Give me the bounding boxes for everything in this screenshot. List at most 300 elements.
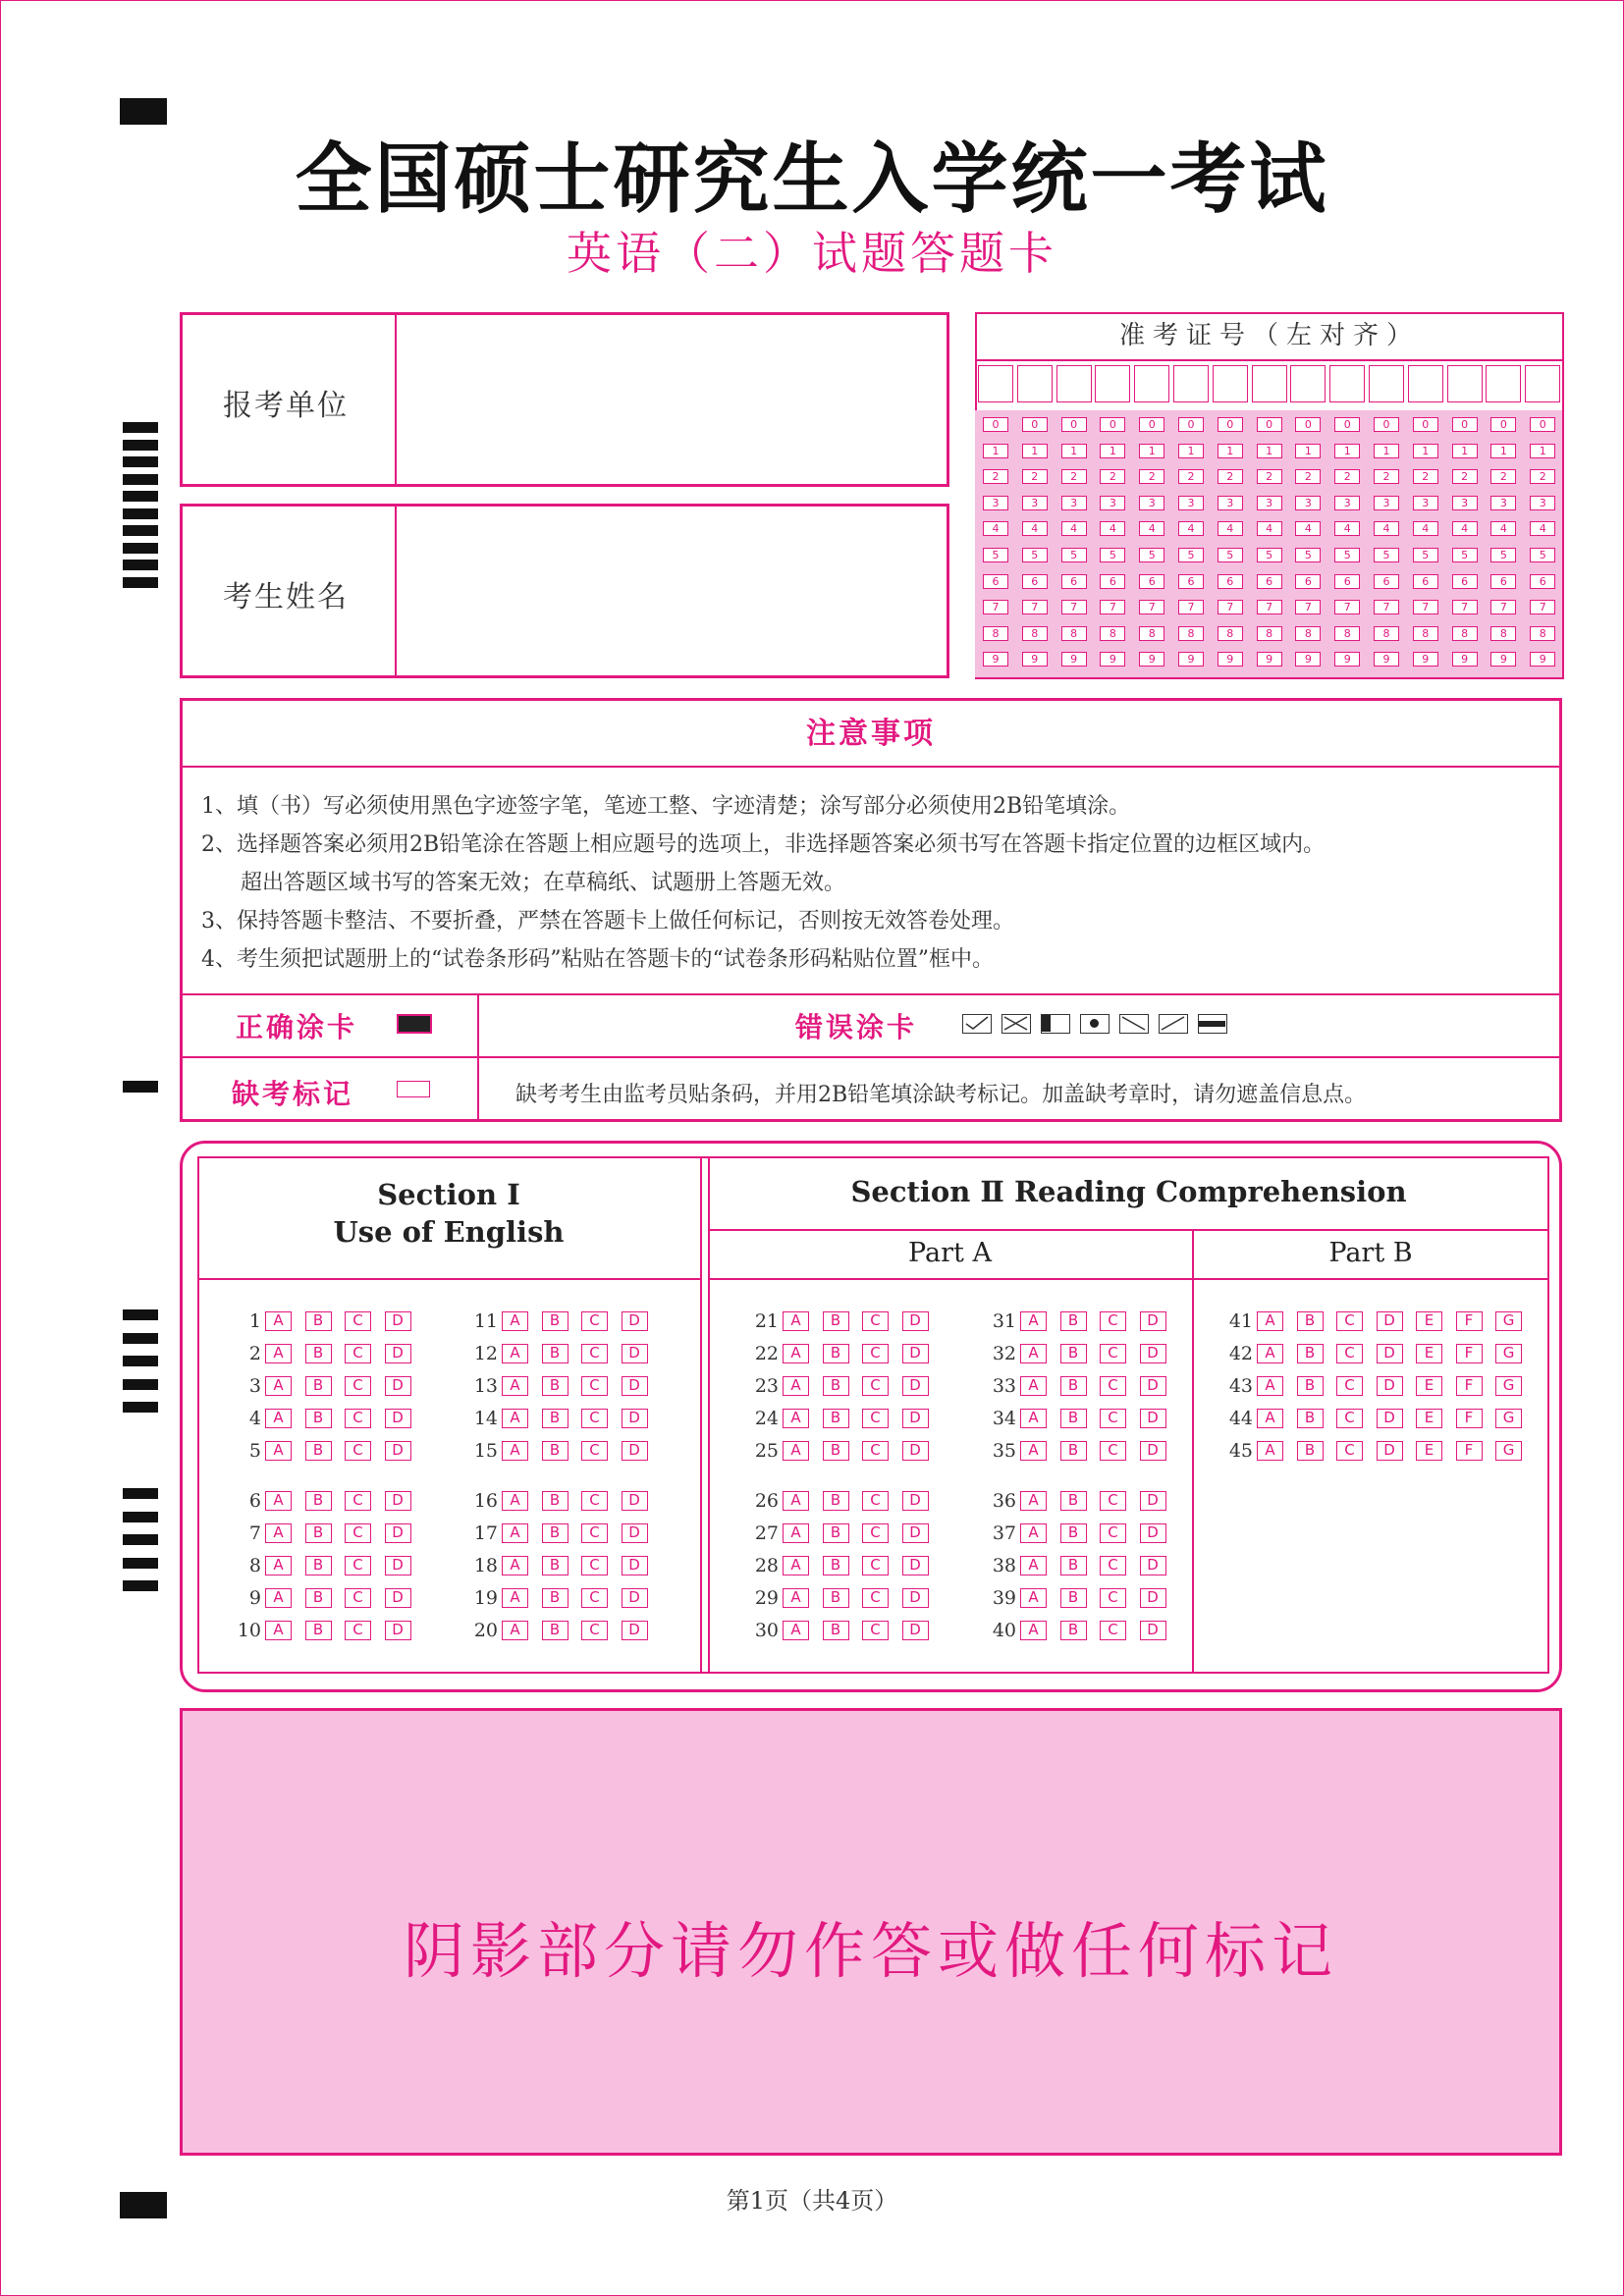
admission-digit-bubble[interactable]: 2 — [1139, 469, 1164, 484]
answer-option-bubble[interactable]: A — [1020, 1523, 1047, 1543]
answer-option-bubble[interactable]: C — [345, 1376, 371, 1396]
admission-digit-bubble[interactable]: 7 — [1374, 600, 1399, 614]
answer-option-bubble[interactable]: D — [622, 1344, 648, 1363]
answer-option-bubble[interactable]: A — [1020, 1491, 1047, 1511]
admission-digit-bubble[interactable]: 7 — [1490, 600, 1516, 614]
answer-option-bubble[interactable]: B — [823, 1376, 849, 1396]
admission-digit-bubble[interactable]: 9 — [1061, 652, 1087, 667]
admission-digit-bubble[interactable]: 6 — [1334, 574, 1360, 589]
admission-digit-bubble[interactable]: 2 — [1490, 469, 1516, 484]
answer-option-bubble[interactable]: B — [542, 1344, 568, 1363]
answer-option-bubble[interactable]: A — [1257, 1441, 1283, 1461]
answer-option-bubble[interactable]: D — [902, 1491, 929, 1511]
answer-option-bubble[interactable]: C — [345, 1344, 371, 1363]
admission-digit-bubble[interactable]: 5 — [1452, 548, 1478, 562]
admission-digit-bubble[interactable]: 1 — [983, 444, 1008, 458]
answer-option-bubble[interactable]: D — [902, 1523, 929, 1543]
answer-option-bubble[interactable]: C — [1100, 1441, 1126, 1461]
admission-digit-bubble[interactable]: 3 — [1139, 496, 1164, 510]
answer-option-bubble[interactable]: B — [1297, 1311, 1324, 1331]
admission-digit-bubble[interactable]: 2 — [1022, 469, 1048, 484]
admission-digit-bubble[interactable]: 5 — [1490, 548, 1516, 562]
admission-digit-bubble[interactable]: 1 — [1490, 444, 1516, 458]
answer-option-bubble[interactable]: A — [1020, 1441, 1047, 1461]
answer-option-bubble[interactable]: G — [1495, 1311, 1522, 1331]
answer-option-bubble[interactable]: D — [902, 1344, 929, 1363]
admission-digit-bubble[interactable]: 0 — [1413, 417, 1438, 432]
answer-option-bubble[interactable]: B — [305, 1344, 332, 1363]
answer-option-bubble[interactable]: C — [1100, 1556, 1126, 1575]
admission-digit-bubble[interactable]: 8 — [1139, 626, 1164, 641]
answer-option-bubble[interactable]: B — [1060, 1376, 1087, 1396]
answer-option-bubble[interactable]: B — [305, 1409, 332, 1428]
admission-digit-bubble[interactable]: 3 — [1061, 496, 1087, 510]
admission-digit-bubble[interactable]: 9 — [1257, 652, 1282, 667]
answer-option-bubble[interactable]: C — [1100, 1621, 1126, 1640]
admission-digit-bubble[interactable]: 0 — [1061, 417, 1087, 432]
answer-option-bubble[interactable]: C — [345, 1409, 371, 1428]
answer-option-bubble[interactable]: D — [622, 1409, 648, 1428]
admission-digit-bubble[interactable]: 2 — [1295, 469, 1321, 484]
answer-option-bubble[interactable]: B — [1060, 1311, 1087, 1331]
admission-digit-bubble[interactable]: 3 — [1257, 496, 1282, 510]
admission-digit-bubble[interactable]: 3 — [1452, 496, 1478, 510]
answer-option-bubble[interactable]: C — [1100, 1523, 1126, 1543]
admission-digit-bubble[interactable]: 4 — [1257, 521, 1282, 536]
answer-option-bubble[interactable]: E — [1416, 1409, 1442, 1428]
answer-option-bubble[interactable]: A — [265, 1344, 292, 1363]
answer-option-bubble[interactable]: B — [823, 1621, 849, 1640]
admission-digit-bubble[interactable]: 7 — [1139, 600, 1164, 614]
answer-option-bubble[interactable]: B — [305, 1556, 332, 1575]
admission-digit-bubble[interactable]: 0 — [1374, 417, 1399, 432]
answer-option-bubble[interactable]: B — [542, 1311, 568, 1331]
admission-digit-bubble[interactable]: 1 — [1022, 444, 1048, 458]
admission-digit-bubble[interactable]: 2 — [1334, 469, 1360, 484]
admission-digit-bubble[interactable]: 9 — [1022, 652, 1048, 667]
admission-digit-bubble[interactable]: 9 — [1218, 652, 1243, 667]
admission-digit-bubble[interactable]: 3 — [1218, 496, 1243, 510]
answer-option-bubble[interactable]: D — [1377, 1409, 1403, 1428]
admission-digit-write-box[interactable] — [1369, 365, 1404, 402]
answer-option-bubble[interactable]: D — [1377, 1311, 1403, 1331]
answer-option-bubble[interactable]: C — [862, 1409, 889, 1428]
admission-digit-bubble[interactable]: 6 — [1374, 574, 1399, 589]
admission-digit-bubble[interactable]: 5 — [1374, 548, 1399, 562]
admission-digit-bubble[interactable]: 1 — [1334, 444, 1360, 458]
answer-option-bubble[interactable]: A — [265, 1523, 292, 1543]
admission-digit-bubble[interactable]: 0 — [1334, 417, 1360, 432]
admission-digit-bubble[interactable]: 4 — [1061, 521, 1087, 536]
admission-digit-bubble[interactable]: 5 — [1530, 548, 1555, 562]
admission-digit-bubble[interactable]: 1 — [1061, 444, 1087, 458]
answer-option-bubble[interactable]: G — [1495, 1409, 1522, 1428]
admission-digit-write-box[interactable] — [1017, 365, 1053, 402]
answer-option-bubble[interactable]: B — [542, 1523, 568, 1543]
answer-option-bubble[interactable]: A — [783, 1621, 809, 1640]
answer-option-bubble[interactable]: B — [1060, 1409, 1087, 1428]
answer-option-bubble[interactable]: D — [385, 1409, 411, 1428]
admission-digit-bubble[interactable]: 1 — [1295, 444, 1321, 458]
answer-option-bubble[interactable]: A — [502, 1588, 528, 1608]
admission-digit-bubble[interactable]: 6 — [1178, 574, 1204, 589]
admission-digit-bubble[interactable]: 2 — [1218, 469, 1243, 484]
admission-digit-bubble[interactable]: 7 — [983, 600, 1008, 614]
admission-digit-bubble[interactable]: 3 — [1374, 496, 1399, 510]
admission-digit-bubble[interactable]: 1 — [1530, 444, 1555, 458]
admission-digit-bubble[interactable]: 4 — [1139, 521, 1164, 536]
admission-digit-write-box[interactable] — [1134, 365, 1169, 402]
answer-option-bubble[interactable]: C — [345, 1311, 371, 1331]
answer-option-bubble[interactable]: E — [1416, 1344, 1442, 1363]
answer-option-bubble[interactable]: D — [1140, 1556, 1166, 1575]
answer-option-bubble[interactable]: C — [862, 1344, 889, 1363]
answer-option-bubble[interactable]: D — [385, 1491, 411, 1511]
answer-option-bubble[interactable]: C — [1100, 1344, 1126, 1363]
answer-option-bubble[interactable]: B — [823, 1441, 849, 1461]
answer-option-bubble[interactable]: C — [1100, 1311, 1126, 1331]
answer-option-bubble[interactable]: F — [1456, 1311, 1483, 1331]
admission-digit-bubble[interactable]: 7 — [1334, 600, 1360, 614]
admission-digit-bubble[interactable]: 4 — [1178, 521, 1204, 536]
admission-digit-bubble[interactable]: 1 — [1413, 444, 1438, 458]
admission-digit-bubble[interactable]: 8 — [1374, 626, 1399, 641]
answer-option-bubble[interactable]: A — [1257, 1409, 1283, 1428]
admission-digit-bubble[interactable]: 1 — [1139, 444, 1164, 458]
answer-option-bubble[interactable]: E — [1416, 1376, 1442, 1396]
answer-option-bubble[interactable]: C — [581, 1376, 608, 1396]
admission-digit-write-box[interactable] — [1408, 365, 1443, 402]
answer-option-bubble[interactable]: B — [1297, 1344, 1324, 1363]
answer-option-bubble[interactable]: C — [581, 1588, 608, 1608]
admission-digit-bubble[interactable]: 8 — [1178, 626, 1204, 641]
admission-digit-bubble[interactable]: 8 — [983, 626, 1008, 641]
admission-digit-bubble[interactable]: 8 — [1295, 626, 1321, 641]
answer-option-bubble[interactable]: B — [305, 1491, 332, 1511]
admission-digit-bubble[interactable]: 0 — [1100, 417, 1125, 432]
admission-digit-bubble[interactable]: 5 — [1139, 548, 1164, 562]
answer-option-bubble[interactable]: A — [1020, 1376, 1047, 1396]
answer-option-bubble[interactable]: C — [1336, 1376, 1363, 1396]
answer-option-bubble[interactable]: F — [1456, 1344, 1483, 1363]
answer-option-bubble[interactable]: B — [1060, 1621, 1087, 1640]
answer-option-bubble[interactable]: C — [1100, 1588, 1126, 1608]
admission-digit-bubble[interactable]: 2 — [1257, 469, 1282, 484]
admission-digit-write-box[interactable] — [1290, 365, 1326, 402]
admission-digit-bubble[interactable]: 6 — [1413, 574, 1438, 589]
admission-digit-bubble[interactable]: 6 — [1490, 574, 1516, 589]
admission-digit-bubble[interactable]: 3 — [1295, 496, 1321, 510]
answer-option-bubble[interactable]: B — [823, 1523, 849, 1543]
admission-digit-bubble[interactable]: 3 — [1100, 496, 1125, 510]
admission-digit-bubble[interactable]: 2 — [1100, 469, 1125, 484]
answer-option-bubble[interactable]: A — [265, 1409, 292, 1428]
admission-digit-bubble[interactable]: 9 — [1100, 652, 1125, 667]
answer-option-bubble[interactable]: D — [385, 1621, 411, 1640]
answer-option-bubble[interactable]: B — [305, 1588, 332, 1608]
admission-digit-bubble[interactable]: 4 — [1334, 521, 1360, 536]
admission-digit-bubble[interactable]: 2 — [1413, 469, 1438, 484]
admission-digit-bubble[interactable]: 1 — [1452, 444, 1478, 458]
admission-digit-bubble[interactable]: 6 — [1061, 574, 1087, 589]
answer-option-bubble[interactable]: B — [1297, 1376, 1324, 1396]
answer-option-bubble[interactable]: G — [1495, 1344, 1522, 1363]
admission-digit-bubble[interactable]: 0 — [1218, 417, 1243, 432]
answer-option-bubble[interactable]: A — [1020, 1588, 1047, 1608]
admission-digit-bubble[interactable]: 2 — [1374, 469, 1399, 484]
admission-digit-bubble[interactable]: 9 — [1452, 652, 1478, 667]
answer-option-bubble[interactable]: C — [581, 1523, 608, 1543]
admission-digit-bubble[interactable]: 5 — [1413, 548, 1438, 562]
answer-option-bubble[interactable]: A — [783, 1523, 809, 1543]
answer-option-bubble[interactable]: A — [783, 1441, 809, 1461]
answer-option-bubble[interactable]: C — [345, 1523, 371, 1543]
answer-option-bubble[interactable]: B — [823, 1344, 849, 1363]
answer-option-bubble[interactable]: D — [902, 1621, 929, 1640]
admission-digit-bubble[interactable]: 0 — [1452, 417, 1478, 432]
answer-option-bubble[interactable]: A — [783, 1311, 809, 1331]
answer-option-bubble[interactable]: A — [502, 1523, 528, 1543]
answer-option-bubble[interactable]: G — [1495, 1441, 1522, 1461]
answer-option-bubble[interactable]: C — [581, 1311, 608, 1331]
answer-option-bubble[interactable]: C — [581, 1491, 608, 1511]
admission-digit-bubble[interactable]: 6 — [1100, 574, 1125, 589]
answer-option-bubble[interactable]: C — [862, 1491, 889, 1511]
admission-digit-bubble[interactable]: 9 — [1178, 652, 1204, 667]
admission-digit-bubble[interactable]: 4 — [1218, 521, 1243, 536]
admission-digit-bubble[interactable]: 1 — [1257, 444, 1282, 458]
admission-digit-bubble[interactable]: 5 — [1295, 548, 1321, 562]
answer-option-bubble[interactable]: B — [1297, 1441, 1324, 1461]
admission-digit-bubble[interactable]: 1 — [1178, 444, 1204, 458]
answer-option-bubble[interactable]: B — [1060, 1491, 1087, 1511]
answer-option-bubble[interactable]: A — [1257, 1344, 1283, 1363]
admission-digit-bubble[interactable]: 3 — [1530, 496, 1555, 510]
answer-option-bubble[interactable]: D — [622, 1523, 648, 1543]
answer-option-bubble[interactable]: D — [385, 1376, 411, 1396]
answer-option-bubble[interactable]: C — [581, 1556, 608, 1575]
answer-option-bubble[interactable]: D — [902, 1311, 929, 1331]
answer-option-bubble[interactable]: D — [385, 1556, 411, 1575]
answer-option-bubble[interactable]: A — [783, 1344, 809, 1363]
answer-option-bubble[interactable]: A — [1020, 1311, 1047, 1331]
admission-digit-bubble[interactable]: 8 — [1100, 626, 1125, 641]
answer-option-bubble[interactable]: D — [385, 1441, 411, 1461]
answer-option-bubble[interactable]: A — [502, 1344, 528, 1363]
answer-option-bubble[interactable]: A — [1020, 1344, 1047, 1363]
answer-option-bubble[interactable]: A — [502, 1311, 528, 1331]
admission-digit-bubble[interactable]: 0 — [983, 417, 1008, 432]
answer-option-bubble[interactable]: C — [345, 1441, 371, 1461]
admission-digit-write-box[interactable] — [1056, 365, 1092, 402]
admission-digit-bubble[interactable]: 5 — [1257, 548, 1282, 562]
admission-digit-bubble[interactable]: 8 — [1218, 626, 1243, 641]
admission-digit-bubble[interactable]: 3 — [1334, 496, 1360, 510]
answer-option-bubble[interactable]: D — [1140, 1621, 1166, 1640]
admission-digit-bubble[interactable]: 0 — [1295, 417, 1321, 432]
candidate-name-field[interactable] — [398, 507, 947, 675]
answer-option-bubble[interactable]: B — [1060, 1588, 1087, 1608]
answer-option-bubble[interactable]: A — [502, 1556, 528, 1575]
answer-option-bubble[interactable]: B — [1060, 1523, 1087, 1543]
answer-option-bubble[interactable]: D — [622, 1376, 648, 1396]
answer-option-bubble[interactable]: A — [265, 1588, 292, 1608]
answer-option-bubble[interactable]: D — [622, 1588, 648, 1608]
answer-option-bubble[interactable]: D — [902, 1588, 929, 1608]
admission-digit-bubble[interactable]: 3 — [983, 496, 1008, 510]
answer-option-bubble[interactable]: A — [1020, 1556, 1047, 1575]
admission-digit-bubble[interactable]: 6 — [1295, 574, 1321, 589]
answer-option-bubble[interactable]: D — [1140, 1311, 1166, 1331]
answer-option-bubble[interactable]: C — [1336, 1441, 1363, 1461]
admission-digit-bubble[interactable]: 7 — [1100, 600, 1125, 614]
admission-digit-bubble[interactable]: 5 — [1061, 548, 1087, 562]
answer-option-bubble[interactable]: B — [1060, 1344, 1087, 1363]
admission-digit-bubble[interactable]: 0 — [1490, 417, 1516, 432]
admission-digit-bubble[interactable]: 0 — [1022, 417, 1048, 432]
answer-option-bubble[interactable]: D — [622, 1556, 648, 1575]
answer-option-bubble[interactable]: C — [1336, 1344, 1363, 1363]
admission-digit-bubble[interactable]: 4 — [1022, 521, 1048, 536]
answer-option-bubble[interactable]: A — [1020, 1621, 1047, 1640]
answer-option-bubble[interactable]: C — [862, 1311, 889, 1331]
answer-option-bubble[interactable]: A — [502, 1621, 528, 1640]
admission-digit-bubble[interactable]: 8 — [1452, 626, 1478, 641]
answer-option-bubble[interactable]: A — [265, 1556, 292, 1575]
admission-digit-bubble[interactable]: 1 — [1218, 444, 1243, 458]
admission-digit-bubble[interactable]: 9 — [1530, 652, 1555, 667]
admission-digit-bubble[interactable]: 8 — [1022, 626, 1048, 641]
answer-option-bubble[interactable]: B — [1060, 1556, 1087, 1575]
answer-option-bubble[interactable]: D — [1377, 1441, 1403, 1461]
admission-digit-bubble[interactable]: 5 — [1178, 548, 1204, 562]
answer-option-bubble[interactable]: A — [265, 1376, 292, 1396]
answer-option-bubble[interactable]: C — [345, 1491, 371, 1511]
answer-option-bubble[interactable]: C — [581, 1344, 608, 1363]
answer-option-bubble[interactable]: A — [783, 1409, 809, 1428]
answer-option-bubble[interactable]: C — [862, 1556, 889, 1575]
answer-option-bubble[interactable]: C — [581, 1621, 608, 1640]
answer-option-bubble[interactable]: A — [502, 1409, 528, 1428]
admission-digit-write-box[interactable] — [1329, 365, 1365, 402]
admission-digit-bubble[interactable]: 9 — [1413, 652, 1438, 667]
admission-digit-write-box[interactable] — [1213, 365, 1248, 402]
answer-option-bubble[interactable]: C — [581, 1441, 608, 1461]
admission-digit-write-box[interactable] — [1173, 365, 1209, 402]
answer-option-bubble[interactable]: D — [1140, 1588, 1166, 1608]
admission-digit-bubble[interactable]: 2 — [1061, 469, 1087, 484]
answer-option-bubble[interactable]: C — [345, 1556, 371, 1575]
answer-option-bubble[interactable]: A — [1257, 1376, 1283, 1396]
admission-digit-bubble[interactable]: 6 — [983, 574, 1008, 589]
answer-option-bubble[interactable]: B — [1060, 1441, 1087, 1461]
answer-option-bubble[interactable]: D — [622, 1311, 648, 1331]
answer-option-bubble[interactable]: A — [783, 1588, 809, 1608]
admission-digit-bubble[interactable]: 3 — [1178, 496, 1204, 510]
admission-digit-bubble[interactable]: 2 — [1178, 469, 1204, 484]
answer-option-bubble[interactable]: A — [783, 1491, 809, 1511]
answer-option-bubble[interactable]: D — [1140, 1409, 1166, 1428]
admission-digit-bubble[interactable]: 3 — [1022, 496, 1048, 510]
answer-option-bubble[interactable]: C — [862, 1441, 889, 1461]
answer-option-bubble[interactable]: B — [542, 1441, 568, 1461]
answer-option-bubble[interactable]: C — [1336, 1409, 1363, 1428]
answer-option-bubble[interactable]: D — [902, 1556, 929, 1575]
answer-option-bubble[interactable]: A — [502, 1491, 528, 1511]
answer-option-bubble[interactable]: B — [823, 1311, 849, 1331]
admission-digit-bubble[interactable]: 7 — [1530, 600, 1555, 614]
answer-option-bubble[interactable]: D — [1140, 1344, 1166, 1363]
answer-option-bubble[interactable]: A — [265, 1441, 292, 1461]
answer-option-bubble[interactable]: C — [1100, 1376, 1126, 1396]
answer-option-bubble[interactable]: D — [385, 1344, 411, 1363]
admission-digit-bubble[interactable]: 3 — [1490, 496, 1516, 510]
answer-option-bubble[interactable]: D — [622, 1441, 648, 1461]
answer-option-bubble[interactable]: E — [1416, 1441, 1442, 1461]
admission-digit-bubble[interactable]: 9 — [983, 652, 1008, 667]
answer-option-bubble[interactable]: D — [1140, 1441, 1166, 1461]
answer-option-bubble[interactable]: C — [345, 1588, 371, 1608]
admission-digit-bubble[interactable]: 7 — [1061, 600, 1087, 614]
admission-digit-bubble[interactable]: 8 — [1530, 626, 1555, 641]
answer-option-bubble[interactable]: B — [305, 1311, 332, 1331]
admission-digit-write-box[interactable] — [1447, 365, 1483, 402]
answer-option-bubble[interactable]: B — [542, 1376, 568, 1396]
answer-option-bubble[interactable]: B — [823, 1491, 849, 1511]
admission-digit-bubble[interactable]: 6 — [1257, 574, 1282, 589]
admission-digit-bubble[interactable]: 4 — [983, 521, 1008, 536]
answer-option-bubble[interactable]: B — [542, 1556, 568, 1575]
answer-option-bubble[interactable]: A — [783, 1376, 809, 1396]
answer-option-bubble[interactable]: F — [1456, 1409, 1483, 1428]
admission-digit-write-box[interactable] — [1486, 365, 1521, 402]
answer-option-bubble[interactable]: B — [823, 1556, 849, 1575]
answer-option-bubble[interactable]: C — [581, 1409, 608, 1428]
answer-option-bubble[interactable]: A — [1257, 1311, 1283, 1331]
admission-digit-bubble[interactable]: 6 — [1452, 574, 1478, 589]
admission-digit-bubble[interactable]: 0 — [1178, 417, 1204, 432]
admission-digit-bubble[interactable]: 6 — [1218, 574, 1243, 589]
answer-option-bubble[interactable]: B — [305, 1376, 332, 1396]
admission-digit-write-box[interactable] — [1252, 365, 1287, 402]
admission-digit-bubble[interactable]: 8 — [1490, 626, 1516, 641]
admission-digit-bubble[interactable]: 9 — [1490, 652, 1516, 667]
admission-digit-write-box[interactable] — [978, 365, 1013, 402]
answer-option-bubble[interactable]: C — [862, 1523, 889, 1543]
admission-digit-bubble[interactable]: 4 — [1295, 521, 1321, 536]
answer-option-bubble[interactable]: G — [1495, 1376, 1522, 1396]
answer-option-bubble[interactable]: D — [385, 1523, 411, 1543]
admission-digit-bubble[interactable]: 8 — [1334, 626, 1360, 641]
answer-option-bubble[interactable]: B — [542, 1409, 568, 1428]
answer-option-bubble[interactable]: B — [305, 1441, 332, 1461]
answer-option-bubble[interactable]: B — [305, 1621, 332, 1640]
admission-digit-bubble[interactable]: 0 — [1530, 417, 1555, 432]
answer-option-bubble[interactable]: C — [1336, 1311, 1363, 1331]
admission-digit-bubble[interactable]: 8 — [1061, 626, 1087, 641]
admission-digit-bubble[interactable]: 8 — [1257, 626, 1282, 641]
answer-option-bubble[interactable]: A — [265, 1311, 292, 1331]
answer-option-bubble[interactable]: D — [1377, 1344, 1403, 1363]
answer-option-bubble[interactable]: D — [1140, 1376, 1166, 1396]
admission-digit-bubble[interactable]: 7 — [1295, 600, 1321, 614]
answer-option-bubble[interactable]: D — [902, 1409, 929, 1428]
answer-option-bubble[interactable]: D — [1140, 1491, 1166, 1511]
admission-digit-bubble[interactable]: 5 — [1022, 548, 1048, 562]
answer-option-bubble[interactable]: C — [1100, 1491, 1126, 1511]
answer-option-bubble[interactable]: C — [345, 1621, 371, 1640]
admission-digit-bubble[interactable]: 9 — [1295, 652, 1321, 667]
